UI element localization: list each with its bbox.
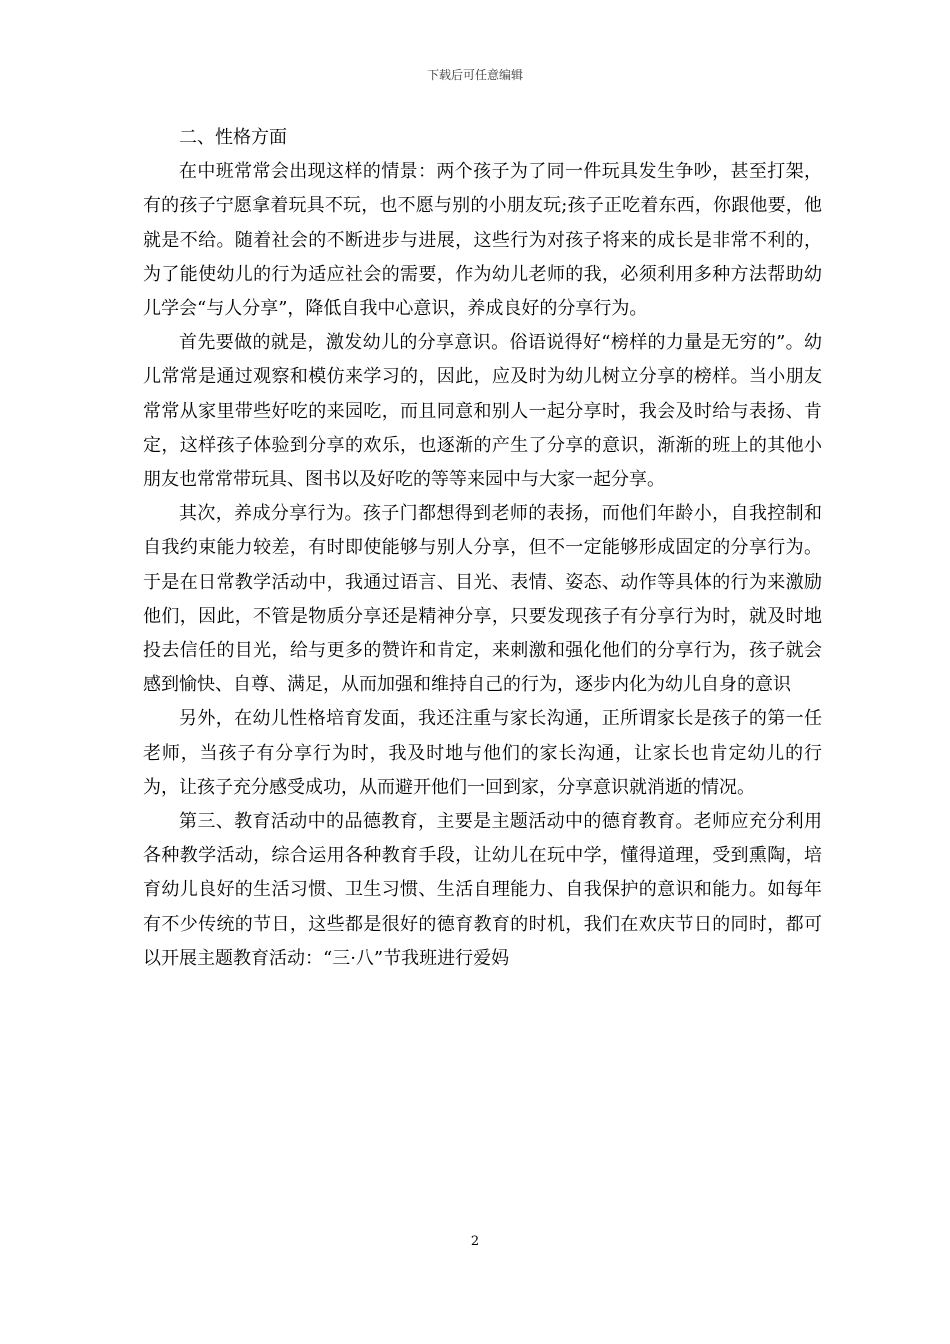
paragraph: 第三、教育活动中的品德教育，主要是主题活动中的德育教育。老师应充分利用各种教学活动，综合运用各种教育手段，让幼儿在玩中学，懂得道理，受到熏陶，培育幼儿良好的生活习惯、卫生习惯、生活自理能力、自我保护的意识和能力。如每年有不少传统的节日，这些都是很好的德育教育的时机，我们在欢庆节日的同时，都可以开展主题教育活动：“三·八”节我班进行爱妈 <box>143 811 822 969</box>
document-body <box>143 121 822 976</box>
paragraph: 在中班常常会出现这样的情景：两个孩子为了同一件玩具发生争吵，甚至打架，有的孩子宁愿拿着玩具不玩，也不愿与别的小朋友玩;孩子正吃着东西，你跟他要，他就是不给。随着社会的不断进步与进展，这些行为对孩子将来的成长是非常不利的，为了能使幼儿的行为适应社会的需要，作为幼儿老师的我，必须利用多种方法帮助幼儿学会“与人分享”，降低自我中心意识，养成良好的分享行为。 <box>143 161 822 320</box>
section-heading: 二、性格方面 <box>179 127 287 148</box>
paragraph: 首先要做的就是，激发幼儿的分享意识。俗语说得好“榜样的力量是无穷的”。幼儿常常是通过观察和模仿来学习的，因此，应及时为幼儿树立分享的榜样。当小朋友常常从家里带些好吃的来园吃，而且同意和别人一起分享时，我会及时给与表扬、肯定，这样孩子体验到分享的欢乐，也逐渐的产生了分享的意识，渐渐的班上的其他小朋友也常常带玩具、图书以及好吃的等等来园中与大家一起分享。 <box>143 332 822 491</box>
paragraph: 另外，在幼儿性格培育发面，我还注重与家长沟通，正所谓家长是孩子的第一任老师，当孩子有分享行为时，我及时地与他们的家长沟通，让家长也肯定幼儿的行为，让孩子充分感受成功，从而避开他们一回到家，分享意识就消逝的情况。 <box>143 708 822 798</box>
page-header: 下载后可任意编辑 <box>426 68 523 82</box>
page-number: 2 <box>470 1234 480 1249</box>
paragraph: 其次，养成分享行为。孩子门都想得到老师的表扬，而他们年龄小，自我控制和自我约束能力较差，有时即使能够与别人分享，但不一定能够形成固定的分享行为。于是在日常教学活动中，我通过语言、目光、表情、姿态、动作等具体的行为来激励他们，因此，不管是物质分享还是精神分享，只要发现孩子有分享行为时，就及时地投去信任的目光，给与更多的赞许和肯定，来刺激和强化他们的分享行为，孩子就会感到愉快、自尊、满足，从而加强和维持自己的行为，逐步内化为幼儿自身的意识 <box>143 503 822 696</box>
